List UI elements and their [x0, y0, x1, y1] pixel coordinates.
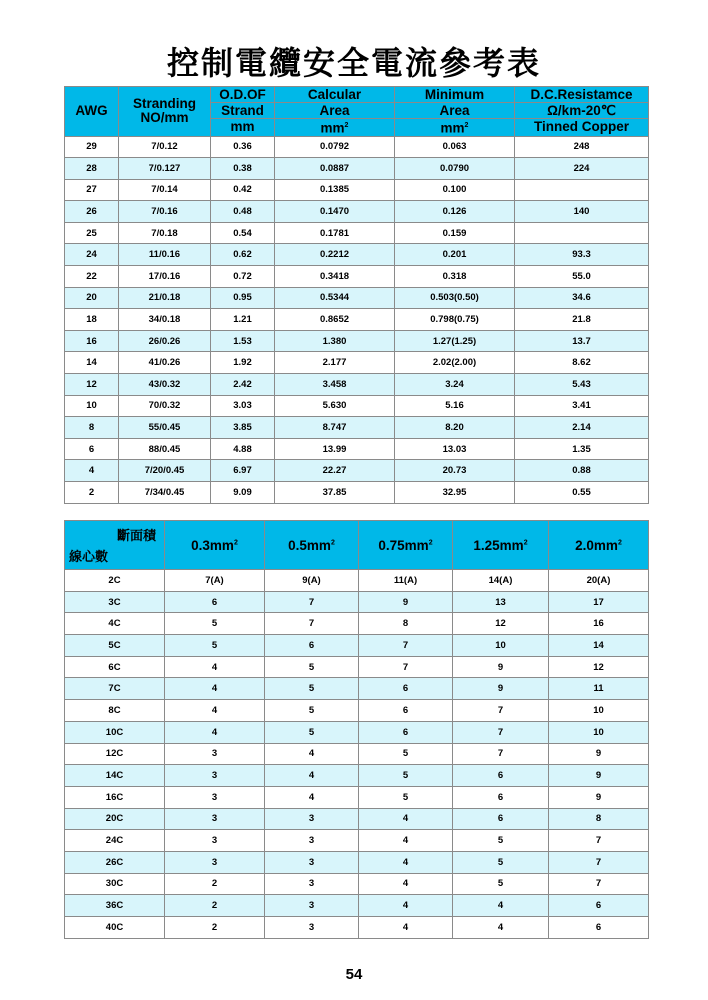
table-cell: 7/0.18	[119, 222, 211, 244]
table-row	[65, 851, 649, 873]
header-col-sup: 2	[523, 539, 528, 546]
header-awg: AWG	[65, 87, 119, 137]
header-res-line2: Ω/km-20℃	[515, 103, 649, 119]
table-cell: 1.380	[275, 330, 395, 352]
table-cell: 22.27	[275, 460, 395, 482]
table-cell: 7/20/0.45	[119, 460, 211, 482]
table-cell: 0.318	[395, 266, 515, 288]
table-cell: 1.27(1.25)	[395, 330, 515, 352]
table-row	[65, 570, 649, 592]
table-cell: 14	[549, 635, 649, 657]
table-cell: 5	[265, 700, 359, 722]
table-cell: 1.35	[515, 438, 649, 460]
table-cell: 0.62	[211, 244, 275, 266]
table-cell: 12	[549, 656, 649, 678]
table-cell: 8	[549, 808, 649, 830]
table-cell: 0.1781	[275, 222, 395, 244]
table-row	[65, 374, 649, 396]
table-row	[65, 330, 649, 352]
table-cell: 26C	[65, 851, 165, 873]
table-cell: 43/0.32	[119, 374, 211, 396]
table-cell: 7/0.127	[119, 158, 211, 180]
table-cell: 0.3418	[275, 266, 395, 288]
header-col-1	[165, 521, 265, 570]
table-cell: 12	[65, 374, 119, 396]
table-cell: 0.063	[395, 136, 515, 158]
table-cell: 26/0.26	[119, 330, 211, 352]
table-cell: 10	[549, 700, 649, 722]
table-cell: 7	[453, 700, 549, 722]
table-cell: 5C	[65, 635, 165, 657]
header-stranding-line1: Stranding	[133, 96, 196, 112]
table-cell: 6	[453, 786, 549, 808]
table-cell: 0.54	[211, 222, 275, 244]
table-cell: 20(A)	[549, 570, 649, 592]
table-cell: 24C	[65, 830, 165, 852]
table-cell: 4	[265, 786, 359, 808]
table-cell: 4	[265, 743, 359, 765]
table-cell: 0.88	[515, 460, 649, 482]
table-cell: 88/0.45	[119, 438, 211, 460]
table-cell: 30C	[65, 873, 165, 895]
header-res-line3: Tinned Copper	[515, 119, 649, 137]
table-cell: 3.458	[275, 374, 395, 396]
table-cell: 7	[265, 613, 359, 635]
table-cell: 6	[453, 765, 549, 787]
header-stranding	[119, 87, 211, 137]
table-row	[65, 287, 649, 309]
header-res-line1: D.C.Resistamce	[515, 87, 649, 103]
header-col-2	[265, 521, 359, 570]
table-cell: 0.201	[395, 244, 515, 266]
header-col-label: 0.75mm	[378, 537, 429, 553]
table-cell: 1.21	[211, 309, 275, 331]
table-cell: 0.159	[395, 222, 515, 244]
table-cell: 5	[453, 830, 549, 852]
header-stranding-line2: NO/mm	[140, 110, 189, 126]
table-cell: 10	[549, 721, 649, 743]
table-cell: 20C	[65, 808, 165, 830]
table-cell: 0.36	[211, 136, 275, 158]
header-calc-line1: Calcular	[275, 87, 395, 103]
header-col-label: 2.0mm	[575, 537, 618, 553]
table-cell: 7	[359, 635, 453, 657]
table-row	[65, 201, 649, 223]
table-cell: 10	[65, 395, 119, 417]
table-row	[65, 917, 649, 939]
table-cell: 21/0.18	[119, 287, 211, 309]
table-cell: 8.62	[515, 352, 649, 374]
table-cell: 9(A)	[265, 570, 359, 592]
header-min-unit: mm	[440, 120, 465, 136]
table-row	[65, 222, 649, 244]
header-col-label: 0.5mm	[288, 537, 331, 553]
table-cell: 16	[549, 613, 649, 635]
table-row	[65, 895, 649, 917]
table-cell: 0.48	[211, 201, 275, 223]
table-cell: 2.177	[275, 352, 395, 374]
table-cell: 3	[165, 851, 265, 873]
table-cell: 7	[453, 743, 549, 765]
table-cell: 4	[453, 917, 549, 939]
table-cell: 3	[265, 830, 359, 852]
table-row	[65, 591, 649, 613]
table-cell: 17/0.16	[119, 266, 211, 288]
table-cell: 25	[65, 222, 119, 244]
table-cell: 1.53	[211, 330, 275, 352]
table-cell: 1.92	[211, 352, 275, 374]
table-cell: 4	[165, 656, 265, 678]
table-cell: 3	[165, 743, 265, 765]
table-cell: 7/0.16	[119, 201, 211, 223]
table-cell: 6	[549, 895, 649, 917]
header-col-5	[549, 521, 649, 570]
table-cell: 22	[65, 266, 119, 288]
table-cell: 13	[453, 591, 549, 613]
table-cell: 0.1385	[275, 179, 395, 201]
table-cell: 21.8	[515, 309, 649, 331]
table-cell: 7C	[65, 678, 165, 700]
table-cell: 24	[65, 244, 119, 266]
table-cell: 11(A)	[359, 570, 453, 592]
awg-spec-table-body	[65, 136, 649, 503]
table-cell: 10	[453, 635, 549, 657]
current-capacity-table	[64, 520, 649, 939]
table-cell: 5	[265, 678, 359, 700]
table-cell: 41/0.26	[119, 352, 211, 374]
table-cell: 2	[65, 482, 119, 504]
table-cell: 5	[359, 786, 453, 808]
table-row	[65, 808, 649, 830]
table-cell: 14	[65, 352, 119, 374]
table-cell: 4	[359, 895, 453, 917]
table-cell: 11	[549, 678, 649, 700]
header-col-label: 1.25mm	[473, 537, 524, 553]
table-cell: 4	[65, 460, 119, 482]
table-cell: 7/0.12	[119, 136, 211, 158]
table-cell: 0.2212	[275, 244, 395, 266]
table-cell: 9	[453, 678, 549, 700]
header-min-sup: 2	[464, 122, 469, 129]
table-cell: 32.95	[395, 482, 515, 504]
table-cell: 5	[453, 873, 549, 895]
table-row	[65, 158, 649, 180]
table-cell: 27	[65, 179, 119, 201]
table-cell: 3C	[65, 591, 165, 613]
table-cell: 4	[359, 873, 453, 895]
table-row	[65, 678, 649, 700]
table-cell: 8.747	[275, 417, 395, 439]
table-cell: 93.3	[515, 244, 649, 266]
table-cell: 12C	[65, 743, 165, 765]
table-cell: 3	[265, 895, 359, 917]
table-cell: 2	[165, 873, 265, 895]
table-cell: 2.02(2.00)	[395, 352, 515, 374]
table-cell: 26	[65, 201, 119, 223]
table-cell: 4.88	[211, 438, 275, 460]
table-cell: 8	[65, 417, 119, 439]
table-cell: 2	[165, 895, 265, 917]
table-cell: 6	[453, 808, 549, 830]
table-cell: 0.126	[395, 201, 515, 223]
table-cell: 5.16	[395, 395, 515, 417]
awg-spec-table	[64, 86, 649, 504]
table-cell: 8	[359, 613, 453, 635]
table-row	[65, 635, 649, 657]
table-cell: 4	[453, 895, 549, 917]
table-cell: 6	[359, 678, 453, 700]
table-cell: 0.55	[515, 482, 649, 504]
table-cell: 3	[165, 808, 265, 830]
table-row	[65, 309, 649, 331]
table-cell: 11/0.16	[119, 244, 211, 266]
table-row	[65, 743, 649, 765]
table-cell	[515, 179, 649, 201]
current-capacity-table-body	[65, 570, 649, 939]
table-cell: 6	[265, 635, 359, 657]
table-cell: 20.73	[395, 460, 515, 482]
table-row	[65, 352, 649, 374]
header-col-label: 0.3mm	[191, 537, 234, 553]
table-cell: 2.14	[515, 417, 649, 439]
table-cell: 4	[165, 721, 265, 743]
table-cell: 40C	[65, 917, 165, 939]
table-row	[65, 482, 649, 504]
table-cell: 3	[265, 917, 359, 939]
table-cell: 8C	[65, 700, 165, 722]
table-cell: 2.42	[211, 374, 275, 396]
table-row	[65, 700, 649, 722]
table-cell: 8.20	[395, 417, 515, 439]
table-cell: 5	[359, 765, 453, 787]
table-cell: 14(A)	[453, 570, 549, 592]
table-cell: 0.95	[211, 287, 275, 309]
table-cell: 3	[265, 873, 359, 895]
table-cell: 5	[265, 656, 359, 678]
table-cell: 6.97	[211, 460, 275, 482]
header-od-line3: mm	[211, 119, 275, 137]
header-min-line2: Area	[395, 103, 515, 119]
header-col-sup: 2	[233, 539, 238, 546]
header-col-sup: 2	[330, 539, 335, 546]
table-cell: 2	[165, 917, 265, 939]
table-cell: 7	[359, 656, 453, 678]
table-cell: 6C	[65, 656, 165, 678]
table-cell: 34/0.18	[119, 309, 211, 331]
table-cell: 2C	[65, 570, 165, 592]
table-cell: 9	[549, 765, 649, 787]
table-cell: 12	[453, 613, 549, 635]
table-cell: 9.09	[211, 482, 275, 504]
table-cell: 3.03	[211, 395, 275, 417]
table-cell: 18	[65, 309, 119, 331]
table-cell: 0.100	[395, 179, 515, 201]
table-cell: 0.0790	[395, 158, 515, 180]
table-cell: 13.99	[275, 438, 395, 460]
table-cell: 55.0	[515, 266, 649, 288]
table-row	[65, 721, 649, 743]
table-cell: 5	[359, 743, 453, 765]
page-number: 54	[345, 966, 363, 983]
table-cell: 140	[515, 201, 649, 223]
table-cell: 9	[549, 743, 649, 765]
table-cell: 3.24	[395, 374, 515, 396]
table-cell: 6	[65, 438, 119, 460]
table-cell: 9	[453, 656, 549, 678]
table-row	[65, 656, 649, 678]
table-row	[65, 244, 649, 266]
table-cell: 0.38	[211, 158, 275, 180]
table-cell	[515, 222, 649, 244]
table-cell: 20	[65, 287, 119, 309]
table-cell: 9	[359, 591, 453, 613]
header-core-count: 線心數	[69, 549, 109, 564]
table-cell: 7	[265, 591, 359, 613]
table-cell: 4	[359, 830, 453, 852]
table-cell: 6	[359, 700, 453, 722]
table-cell: 7	[549, 830, 649, 852]
page-title: 控制電纜安全電流參考表	[166, 44, 541, 82]
table-cell: 248	[515, 136, 649, 158]
table-cell: 4	[165, 678, 265, 700]
header-col-4	[453, 521, 549, 570]
table-cell: 16	[65, 330, 119, 352]
table-cell: 0.72	[211, 266, 275, 288]
table-row	[65, 830, 649, 852]
table-cell: 3.85	[211, 417, 275, 439]
table-cell: 13.7	[515, 330, 649, 352]
table-cell: 28	[65, 158, 119, 180]
table-cell: 4C	[65, 613, 165, 635]
table-cell: 7	[549, 851, 649, 873]
table-cell: 16C	[65, 786, 165, 808]
table-cell: 3	[165, 786, 265, 808]
table-cell: 0.5344	[275, 287, 395, 309]
table-cell: 4	[359, 917, 453, 939]
table-row	[65, 395, 649, 417]
table-cell: 10C	[65, 721, 165, 743]
table-cell: 4	[165, 700, 265, 722]
table-row	[65, 179, 649, 201]
header-calc-line3	[275, 119, 395, 137]
table-cell: 6	[359, 721, 453, 743]
table-cell: 0.1470	[275, 201, 395, 223]
header-corner	[65, 521, 165, 570]
header-min-line3	[395, 119, 515, 137]
header-od-line1: O.D.OF	[211, 87, 275, 103]
table-cell: 37.85	[275, 482, 395, 504]
table-cell: 0.8652	[275, 309, 395, 331]
table-cell: 0.0792	[275, 136, 395, 158]
table-cell: 5	[165, 635, 265, 657]
table-cell: 3	[165, 830, 265, 852]
header-calc-line2: Area	[275, 103, 395, 119]
header-min-line1: Minimum	[395, 87, 515, 103]
table-row	[65, 786, 649, 808]
table-cell: 17	[549, 591, 649, 613]
table-cell: 7/0.14	[119, 179, 211, 201]
table-cell: 7	[453, 721, 549, 743]
table-cell: 7(A)	[165, 570, 265, 592]
header-col-3	[359, 521, 453, 570]
table-cell: 7	[549, 873, 649, 895]
table-cell: 5	[165, 613, 265, 635]
table-cell: 34.6	[515, 287, 649, 309]
table-cell: 29	[65, 136, 119, 158]
header-od-line2: Strand	[211, 103, 275, 119]
table-row	[65, 438, 649, 460]
table-cell: 6	[549, 917, 649, 939]
table-cell: 0.503(0.50)	[395, 287, 515, 309]
table-cell: 5	[265, 721, 359, 743]
table-cell: 7/34/0.45	[119, 482, 211, 504]
table-row	[65, 460, 649, 482]
header-calc-unit: mm	[320, 120, 345, 136]
table-cell: 0.798(0.75)	[395, 309, 515, 331]
table-cell: 13.03	[395, 438, 515, 460]
table-cell: 70/0.32	[119, 395, 211, 417]
table-cell: 36C	[65, 895, 165, 917]
table-cell: 4	[359, 808, 453, 830]
table-row	[65, 765, 649, 787]
table-cell: 6	[165, 591, 265, 613]
table-cell: 9	[549, 786, 649, 808]
table-cell: 3	[165, 765, 265, 787]
table-cell: 55/0.45	[119, 417, 211, 439]
table-cell: 224	[515, 158, 649, 180]
table-cell: 0.42	[211, 179, 275, 201]
table-cell: 4	[265, 765, 359, 787]
header-cross-section: 斷面積	[116, 528, 156, 543]
header-col-sup: 2	[617, 539, 622, 546]
table-row	[65, 417, 649, 439]
table-cell: 5	[453, 851, 549, 873]
table-cell: 3	[265, 851, 359, 873]
table-row	[65, 266, 649, 288]
table-cell: 5.630	[275, 395, 395, 417]
table-cell: 3.41	[515, 395, 649, 417]
table-cell: 3	[265, 808, 359, 830]
header-calc-sup: 2	[344, 122, 349, 129]
table-row	[65, 136, 649, 158]
table-row	[65, 613, 649, 635]
table-cell: 4	[359, 851, 453, 873]
header-col-sup: 2	[428, 539, 433, 546]
table-cell: 14C	[65, 765, 165, 787]
table-row	[65, 873, 649, 895]
table-cell: 0.0887	[275, 158, 395, 180]
table-cell: 5.43	[515, 374, 649, 396]
